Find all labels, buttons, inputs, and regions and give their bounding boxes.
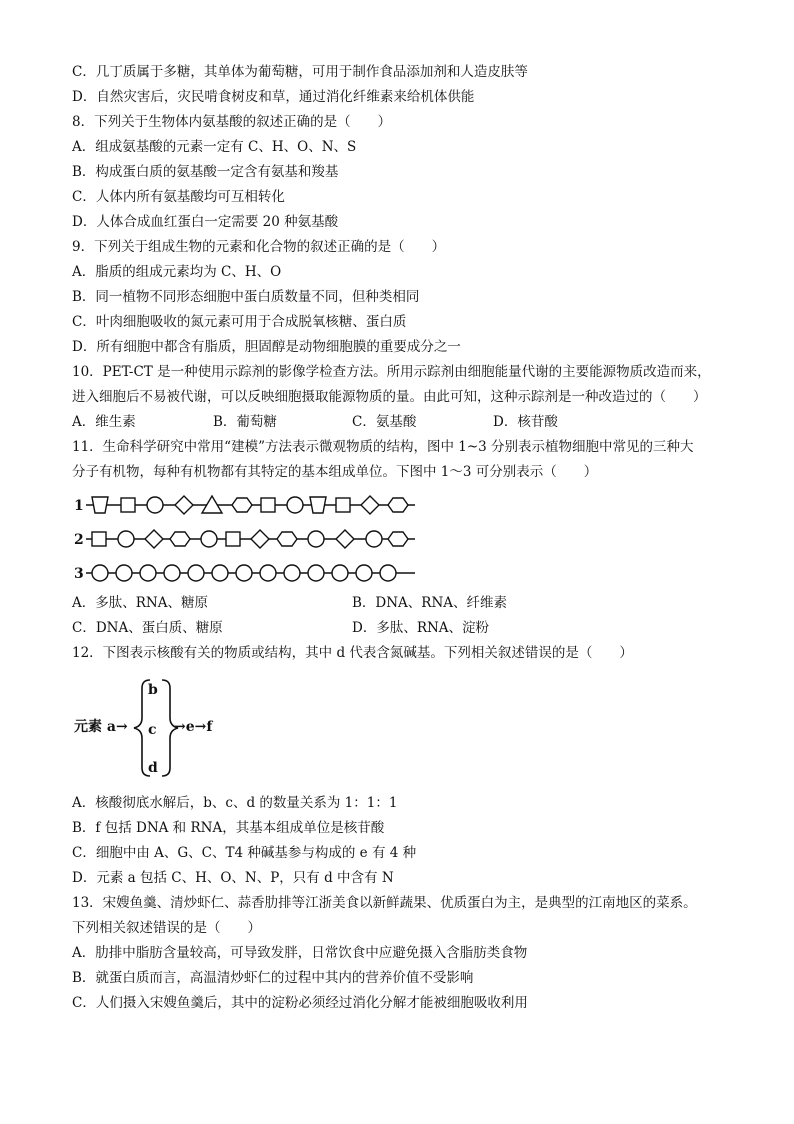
q9-option-a: A．脂质的组成元素均为 C、H、O [72,264,282,280]
chain-2-circle [366,531,382,547]
q12-stem: 12．下图表示核酸有关的物质或结构，其中 d 代表含氮碱基。下列相关叙述错误的是（ ） [72,645,633,661]
q12-option-c: C．细胞中由 A、G、C、T4 种碱基参与构成的 e 有 4 种 [72,845,417,861]
q11-option-a: A．多肽、RNA、糖原 [72,595,208,611]
chain-3-circle [212,565,228,581]
q10-option-a: A．维生素 [72,414,136,430]
chain-1-label: 1 [74,498,84,514]
q8-stem: 8．下列关于生物体内氨基酸的叙述正确的是（ ） [72,114,392,130]
chain-1-circle [287,497,303,513]
chain-2-circle [201,531,217,547]
element-a-label: 元素 a→ [74,719,128,735]
chain-1-diamond [361,496,379,514]
chain-2-diamond [145,530,163,548]
chain-3-circle [236,565,252,581]
q9-option-d: D．所有细胞中都含有脂质，胆固醇是动物细胞膜的重要成分之一 [72,339,461,355]
q10-option-b: B．葡萄糖 [213,414,277,430]
chain-1-trapezoid [310,497,326,513]
chain-2-circle [308,531,324,547]
chain-3-label: 3 [74,566,84,582]
q10-stem-line1: 10．PET-CT 是一种使用示踪剂的影像学检查方法。所用示踪剂由细胞能量代谢的主要能源物质改造而来， [72,364,711,380]
q10-stem-line2: 进入细胞后不易被代谢，可以反映细胞摄取能源物质的量。由此可知，这种示踪剂是一种改造过的（ ） [72,389,707,405]
q10-option-d: D．核苷酸 [493,414,558,430]
component-b: b [148,682,158,698]
q8-option-d: D．人体合成血红蛋白一定需要 20 种氨基酸 [72,214,339,230]
q9-option-b: B．同一植物不同形态细胞中蛋白质数量不同，但种类相同 [72,289,420,305]
chain-3-circle [308,565,324,581]
chain-3-circle [92,565,108,581]
chain-3-circle [380,565,396,581]
q11-stem-line1: 11．生命科学研究中常用“建模”方法表示微观物质的结构，图中 1~3 分别表示植物细胞中常见的三种大 [72,439,694,455]
chain-2-diamond [251,530,269,548]
chain-2-diamond [336,530,354,548]
chain-1-square [261,498,275,512]
q8-option-b: B．构成蛋白质的氨基酸一定含有氨基和羧基 [72,164,339,180]
chain-3-circle [332,565,348,581]
chain-1-circle [147,497,163,513]
q8-option-c: C．人体内所有氨基酸均可互相转化 [72,189,285,205]
e-f-arrow-label: →e→f [174,719,213,735]
q13-stem-line1: 13．宋嫂鱼羹、清炒虾仁、蒜香肋排等江浙美食以新鲜蔬果、优质蛋白为主，是典型的江南地区的菜系。 [72,895,697,911]
chain-2-square [92,532,106,546]
q11-option-d: D．多肽、RNA、淀粉 [352,620,490,636]
q11-option-c: C．DNA、蛋白质、糖原 [72,620,223,636]
chain-2-square [226,532,240,546]
component-c: c [148,722,157,738]
monomer-chain-diagram [70,484,430,592]
chain-2-label: 2 [74,532,84,548]
chain-1-square [336,498,350,512]
q12-option-b: B．f 包括 DNA 和 RNA，其基本组成单位是核苷酸 [72,820,385,836]
q9-option-c: C．叶肉细胞吸收的氮元素可用于合成脱氧核糖、蛋白质 [72,314,407,330]
chain-3-circle [164,565,180,581]
chain-3-circle [140,565,156,581]
q13-option-c: C．人们摄入宋嫂鱼羹后，其中的淀粉必须经过消化分解才能被细胞吸收利用 [72,995,528,1011]
q11-stem-line2: 分子有机物，每种有机物都有其特定的基本组成单位。下图中 1～3 可分别表示（ ） [72,464,598,480]
chain-3-circle [356,565,372,581]
chain-1-square [121,498,135,512]
q7-option-c: C．几丁质属于多糖，其单体为葡萄糖，可用于制作食品添加剂和人造皮肤等 [72,64,528,80]
chain-3-circle [260,565,276,581]
q10-option-c: C．氨基酸 [352,414,417,430]
chain-2-hexagon [277,532,297,546]
chain-2-hexagon [170,532,190,546]
chain-1-hexagon [232,498,252,512]
component-d: d [148,760,158,776]
q12-option-a: A．核酸彻底水解后，b、c、d 的数量关系为 1：1：1 [72,795,398,811]
q11-option-b: B．DNA、RNA、纤维素 [352,595,508,611]
q13-option-b: B．就蛋白质而言，高温清炒虾仁的过程中其内的营养价值不受影响 [72,970,474,986]
chain-1-hexagon [388,498,408,512]
chain-2-hexagon [388,532,408,546]
q8-option-a: A．组成氨基酸的元素一定有 C、H、O、N、S [72,139,357,155]
q9-stem: 9．下列关于组成生物的元素和化合物的叙述正确的是（ ） [72,239,446,255]
q13-stem-line2: 下列相关叙述错误的是（ ） [72,920,261,936]
q12-option-d: D．元素 a 包括 C、H、O、N、P，只有 d 中含有 N [72,870,394,886]
chain-1-diamond [175,496,193,514]
chain-3-circle [116,565,132,581]
q13-option-a: A．肋排中脂肪含量较高，可导致发胖，日常饮食中应避免摄入含脂肪类食物 [72,945,528,961]
nucleic-acid-diagram [70,674,270,784]
chain-2-circle [118,531,134,547]
chain-3-circle [284,565,300,581]
chain-3-circle [188,565,204,581]
q7-option-d: D．自然灾害后，灾民啃食树皮和草，通过消化纤维素来给机体供能 [72,89,475,105]
chain-1-trapezoid [92,497,108,513]
